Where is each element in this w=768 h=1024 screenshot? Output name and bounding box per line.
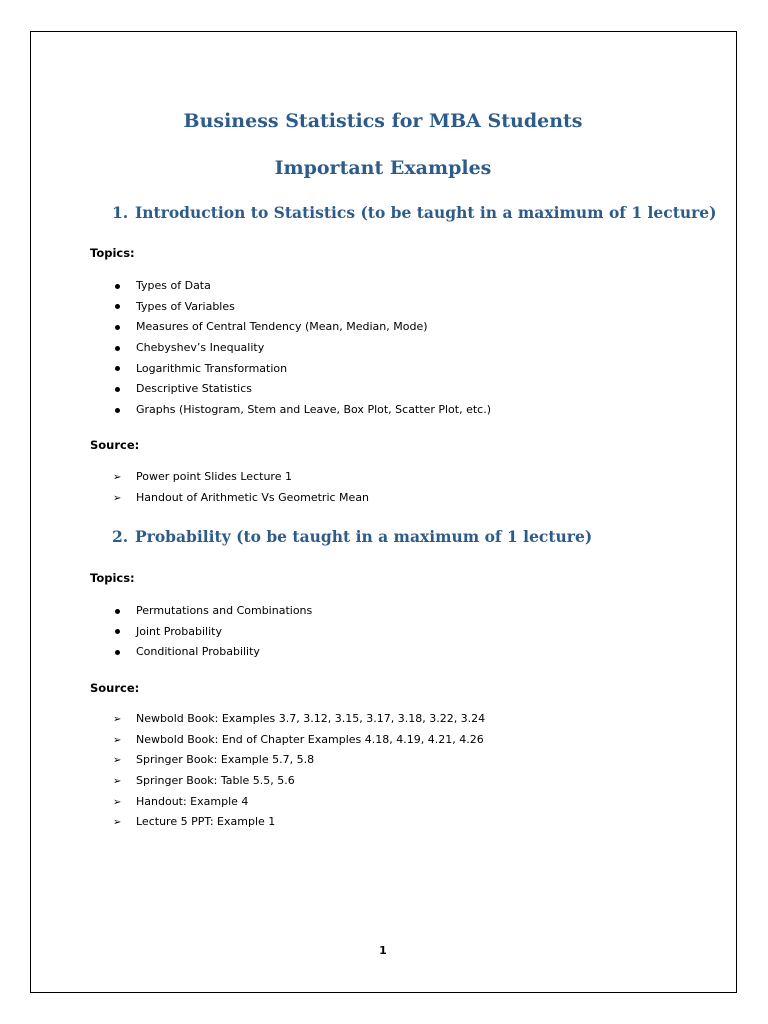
bullet-icon <box>113 382 136 395</box>
section-1-source-list <box>113 470 369 511</box>
list-item: Graphs (Histogram, Stem and Leave, Box Plot, Scatter Plot, etc.) <box>113 403 491 424</box>
bullet-icon <box>113 320 136 333</box>
list-item: Logarithmic Transformation <box>113 362 491 383</box>
section-1-number: 1. <box>112 203 129 222</box>
list-item: Joint Probability <box>113 625 312 646</box>
list-item: ➢ Newbold Book: End of Chapter Examples 4.18, 4.19, 4.21, 4.26 <box>113 732 484 746</box>
arrow-icon: ➢ <box>113 755 122 767</box>
arrow-icon: ➢ <box>113 492 122 504</box>
bullet-icon <box>113 341 136 354</box>
bullet-icon <box>113 625 136 638</box>
list-item: Measures of Central Tendency (Mean, Median, Mode) <box>113 320 491 341</box>
list-item: ➢ Newbold Book: Examples 3.7, 3.12, 3.15, 3.17, 3.18, 3.22, 3.24 <box>113 712 486 725</box>
section-2-source-list <box>113 712 485 836</box>
section-2-heading <box>112 527 592 546</box>
list-item: Types of Variables <box>113 300 491 321</box>
bullet-icon <box>113 604 136 617</box>
bullet-icon <box>113 300 136 313</box>
arrow-icon: ➢ <box>113 734 122 746</box>
section-2-title: Probability (to be taught in a maximum of 1 lecture) <box>135 527 593 546</box>
list-item: ➢ Handout: Example 4 <box>113 794 249 808</box>
document-subtitle: Important Examples <box>274 157 492 179</box>
section-2-source-label: Source: <box>90 681 140 695</box>
list-item: Descriptive Statistics <box>113 382 491 403</box>
list-item: ➢ Springer Book: Example 5.7, 5.8 <box>113 753 315 767</box>
section-1-source-label: Source: <box>90 438 140 452</box>
section-1-heading <box>112 203 717 222</box>
list-item: Conditional Probability <box>113 645 312 666</box>
section-2-topics-label: Topics: <box>90 571 135 585</box>
arrow-icon: ➢ <box>113 776 122 788</box>
bullet-icon <box>113 403 136 416</box>
section-2-number: 2. <box>112 527 129 546</box>
arrow-icon: ➢ <box>113 796 122 808</box>
bullet-icon <box>113 362 136 375</box>
section-1-topics-list <box>113 279 491 424</box>
arrow-icon: ➢ <box>113 817 122 829</box>
bullet-icon <box>113 279 136 292</box>
page-number: 1 <box>379 944 387 957</box>
list-item: ➢ Power point Slides Lecture 1 <box>113 470 292 483</box>
section-1-topics-label: Topics: <box>90 246 135 260</box>
list-item: ➢ Handout of Arithmetic Vs Geometric Mean <box>113 490 370 504</box>
bullet-icon <box>113 645 136 658</box>
list-item: Chebyshev’s Inequality <box>113 341 491 362</box>
arrow-icon: ➢ <box>113 714 122 725</box>
document-title: Business Statistics for MBA Students <box>183 110 583 132</box>
section-1-title: Introduction to Statistics (to be taught in a maximum of 1 lecture) <box>135 203 717 222</box>
arrow-icon: ➢ <box>113 472 122 483</box>
list-item: Types of Data <box>113 279 491 300</box>
section-2-topics-list <box>113 604 312 666</box>
list-item: ➢ Springer Book: Table 5.5, 5.6 <box>113 774 295 788</box>
list-item: ➢ Lecture 5 PPT: Example 1 <box>113 815 276 829</box>
list-item: Permutations and Combinations <box>113 604 312 625</box>
